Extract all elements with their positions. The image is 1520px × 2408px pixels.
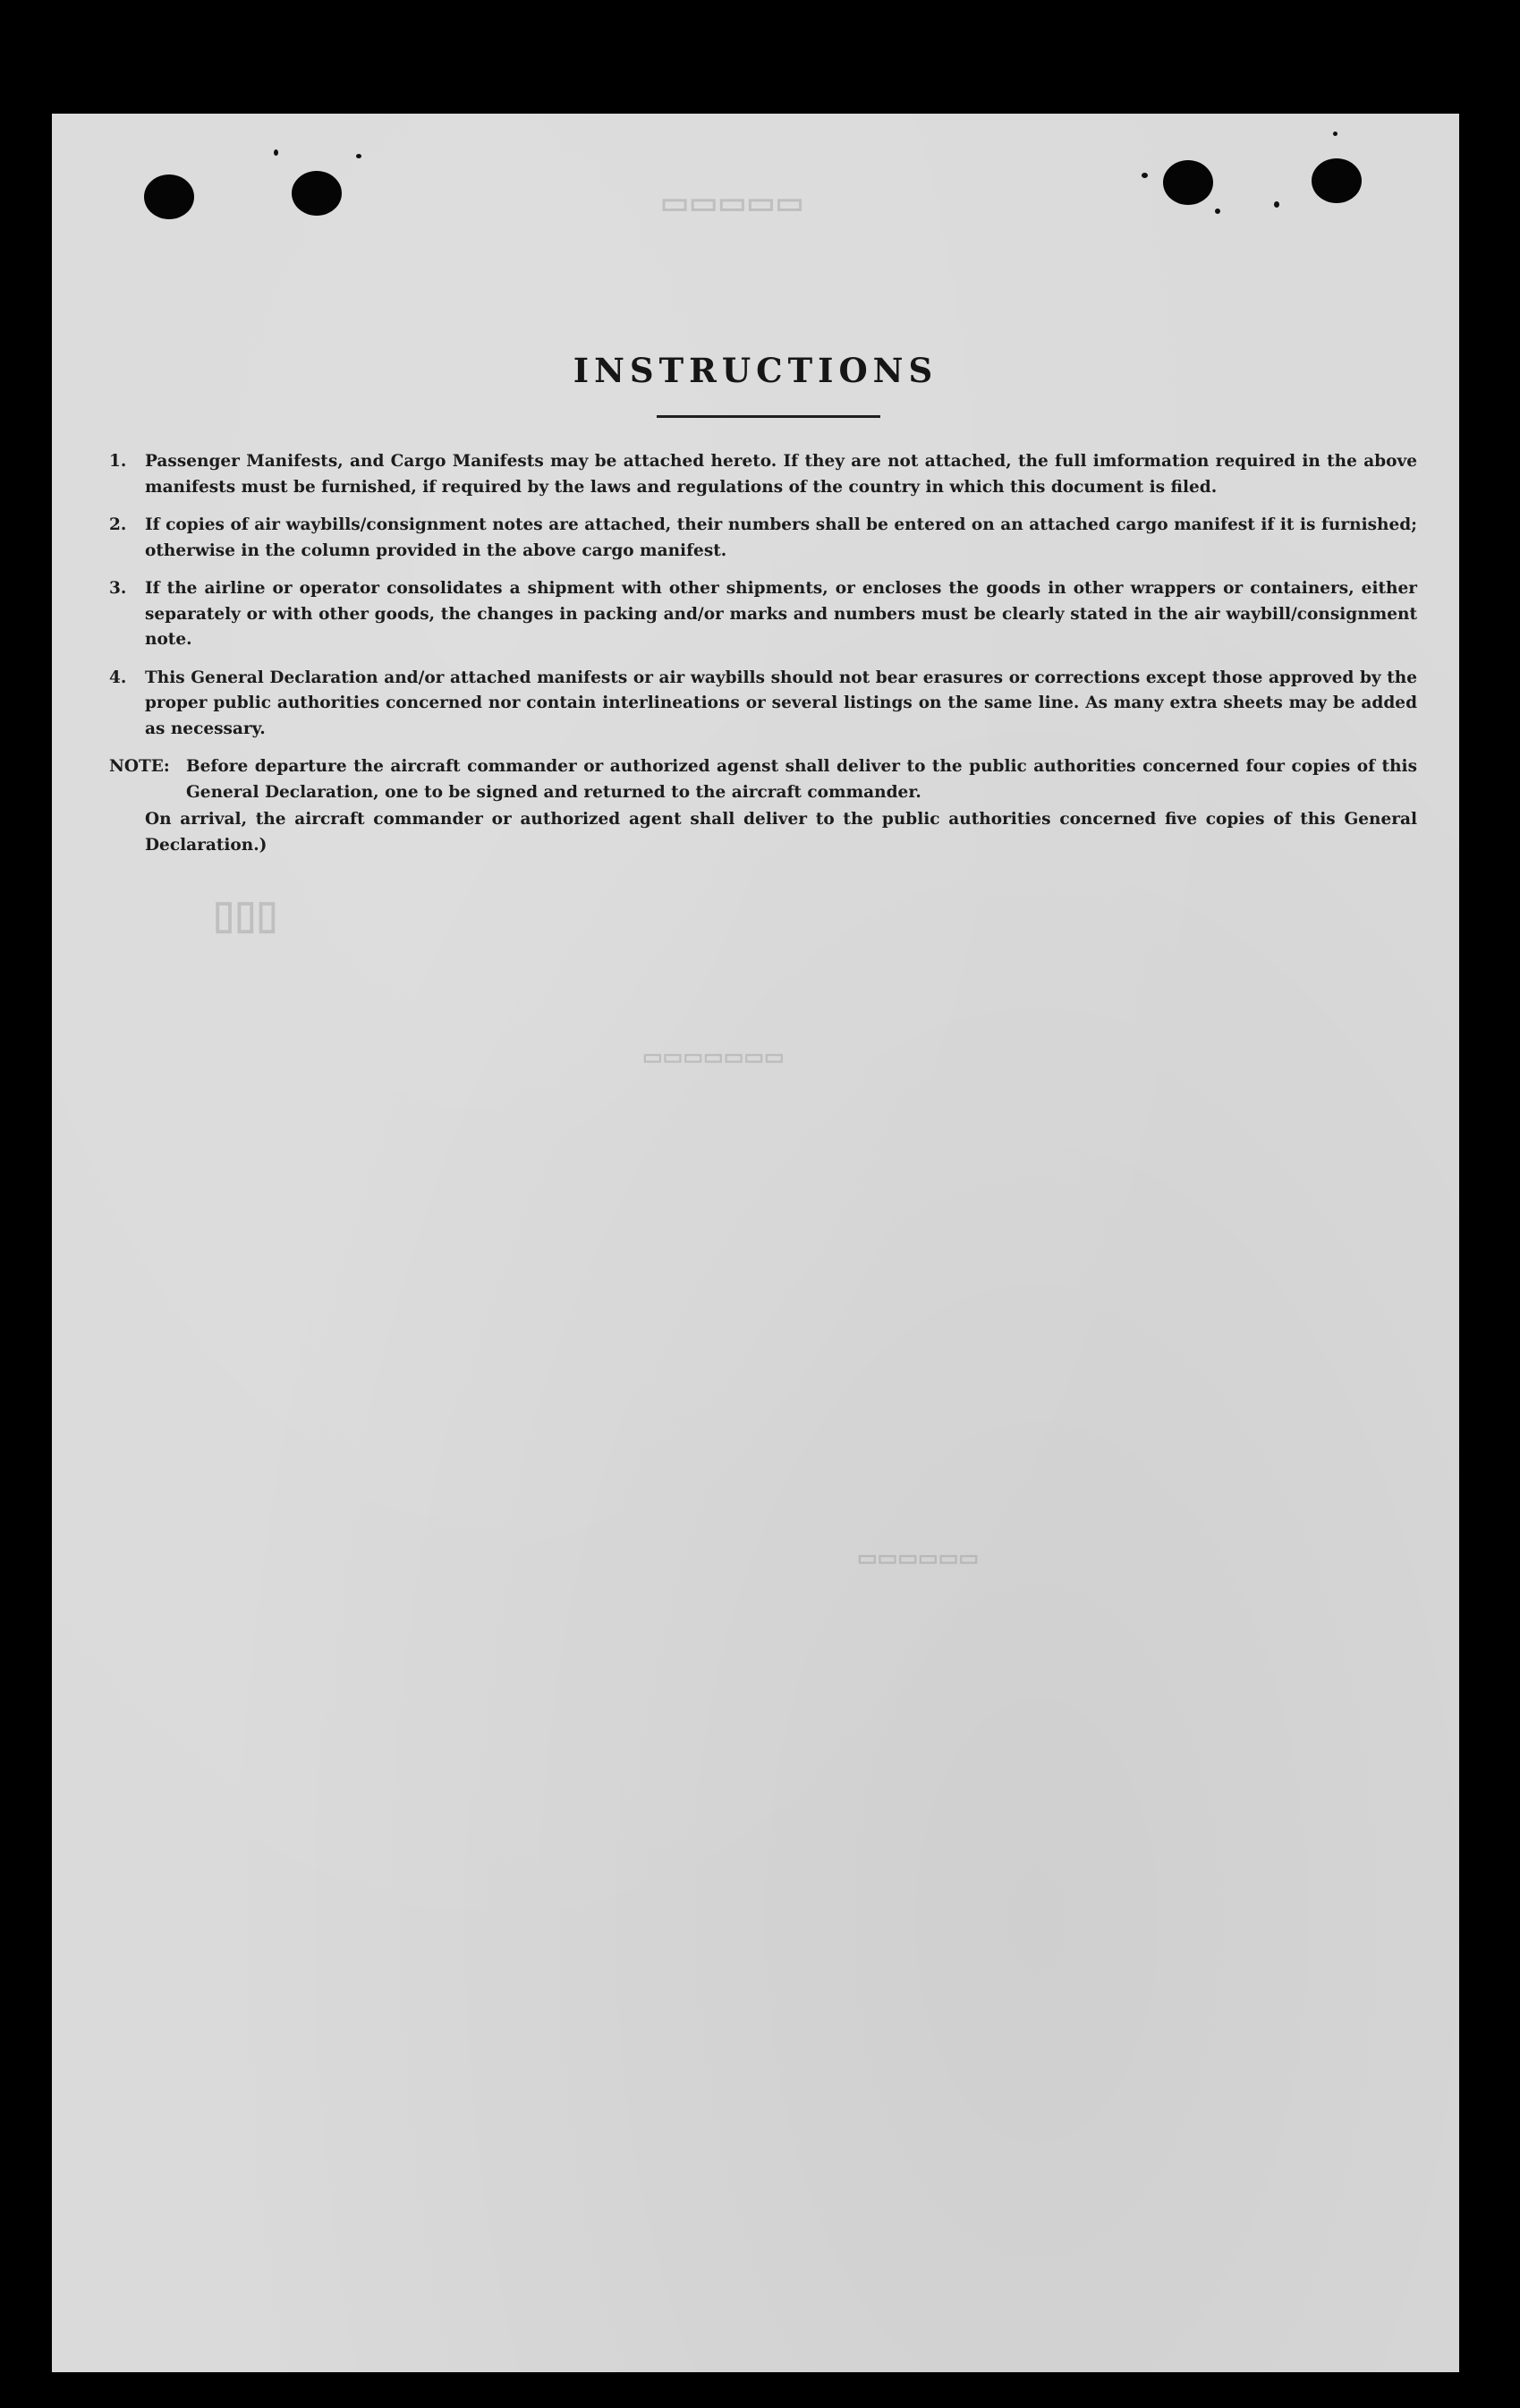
item-number: 4. (109, 668, 127, 687)
speck (1142, 173, 1148, 178)
note-block (109, 754, 1417, 805)
page-title: INSTRUCTIONS (573, 351, 938, 390)
punch-hole (144, 174, 194, 219)
item-text: Passenger Manifests, and Cargo Manifests may be attached hereto. If they are not attached, the full imformation required in the above manifests must be furnished, if required by the laws and regulations of the country in which this document is filed. (145, 452, 1417, 497)
bleed-through-mark: ▯▯▯ (213, 893, 278, 937)
item-text: If copies of air waybills/consignment notes are attached, their numbers shall be entered on an attached cargo manifest if it is furnished; otherwise in the column provided in the above cargo manifest. (145, 515, 1417, 560)
bleed-through-mark: ▭▭▭▭▭▭▭ (642, 1045, 785, 1069)
item-number: 2. (109, 515, 127, 534)
note-text: Before departure the aircraft commander or authorized agenst shall deliver to the public authorities concerned four copies of this General Declaration, one to be signed and returned to the aircraft commander. (186, 757, 1417, 802)
instruction-item (109, 576, 1417, 653)
speck (1333, 132, 1337, 136)
note-label: NOTE: (109, 757, 170, 776)
punch-hole (1312, 158, 1362, 203)
document-page (52, 114, 1459, 2372)
speck (274, 149, 278, 156)
instruction-item (109, 513, 1417, 564)
punch-hole (1163, 160, 1213, 205)
instructions-list (109, 449, 1417, 858)
speck (1274, 201, 1279, 208)
bleed-through-mark: ▭▭▭▭▭▭ (857, 1546, 980, 1570)
item-number: 1. (109, 452, 127, 471)
item-number: 3. (109, 579, 127, 598)
instruction-item (109, 666, 1417, 743)
title-underline (657, 415, 880, 418)
item-text: If the airline or operator consolidates a shipment with other shipments, or encloses the goods in other wrappers or containers, either separately or with other goods, the changes in packing and/or marks and numbers must be clearly stated in the air waybill/consignment note. (145, 579, 1417, 649)
punch-hole (292, 171, 342, 216)
instruction-item (109, 449, 1417, 500)
item-text: This General Declaration and/or attached manifests or air waybills should not bear erasures or corrections except those approved by the proper public authorities concerned nor contain interlineations or several listings on the same line. As many extra sheets may be added as necessary. (145, 668, 1417, 738)
speck (356, 154, 361, 158)
bleed-through-mark: ▭▭▭▭▭ (660, 186, 804, 220)
note-text-arrival: On arrival, the aircraft commander or authorized agent shall deliver to the public authorities concerned five copies of this General Declaration.) (145, 810, 1417, 855)
speck (1215, 208, 1220, 214)
